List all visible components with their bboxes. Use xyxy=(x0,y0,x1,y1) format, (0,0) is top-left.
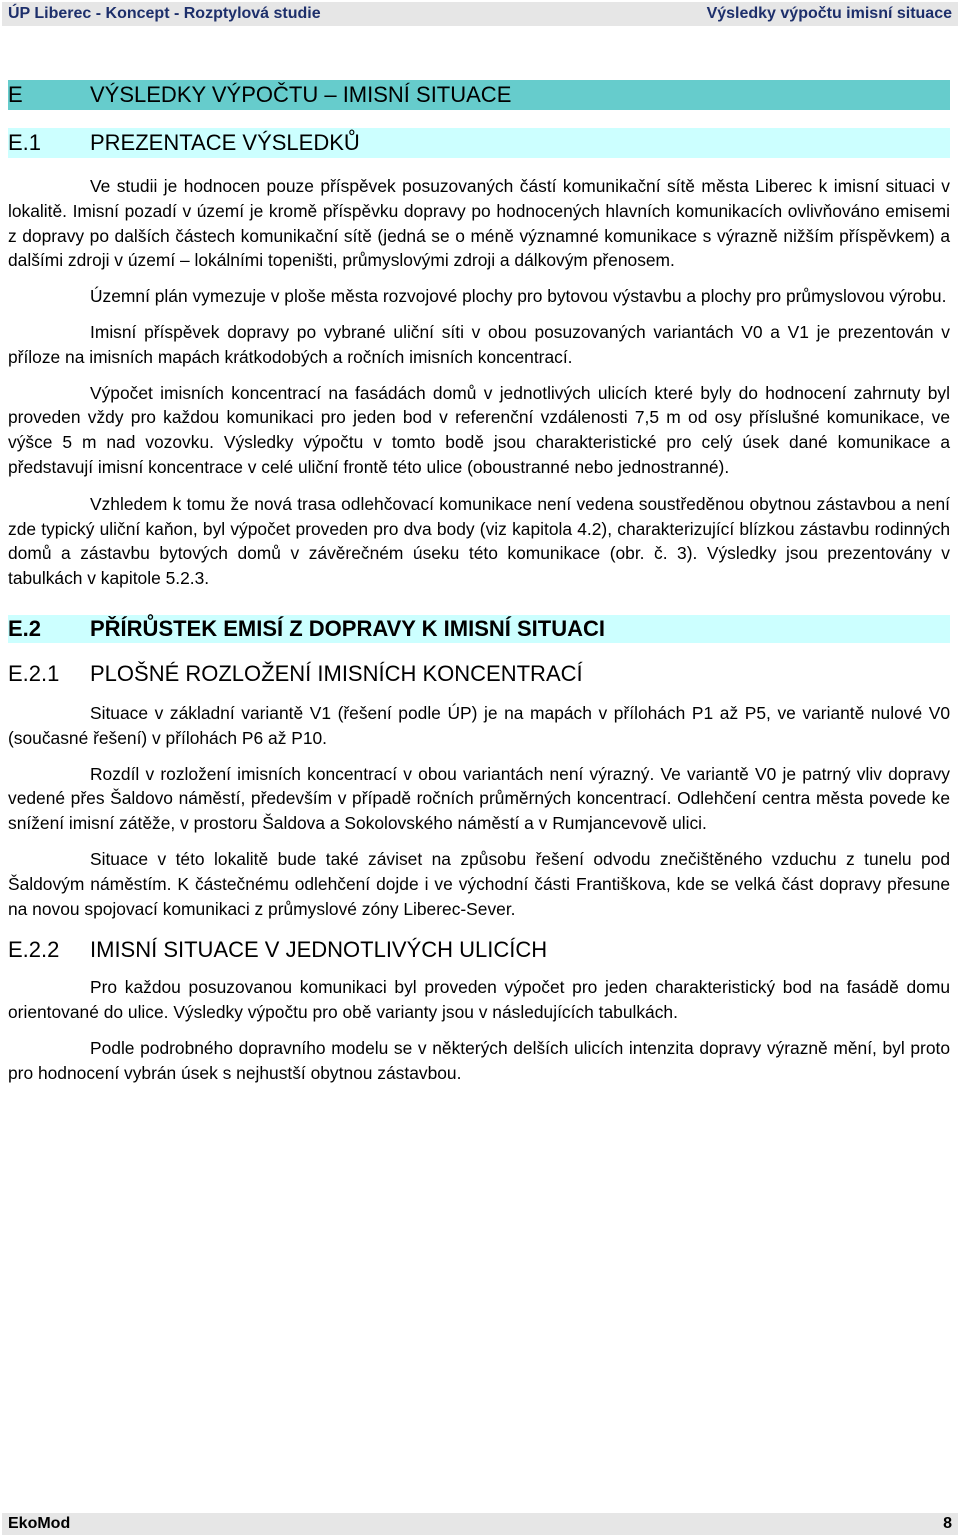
page-number: 8 xyxy=(943,1515,952,1532)
heading-e22 xyxy=(8,935,950,965)
heading-e1-title: PREZENTACE VÝSLEDKŮ xyxy=(90,130,360,155)
paragraph: Situace v základní variantě V1 (řešení podle ÚP) je na mapách v přílohách P1 až P5, ve variantě nulové V0 (současné řešení) v přílohách P6 až P10. xyxy=(8,702,950,748)
paragraph: Imisní příspěvek dopravy po vybrané uliční síti v obou posuzovaných variantách V0 a V1 je prezentován v příloze na imisních mapách krátkodobých a ročních imisních koncentrací. xyxy=(8,321,950,367)
document-body xyxy=(8,80,950,1086)
heading-e2 xyxy=(8,615,950,643)
footer-company: EkoMod xyxy=(8,1515,71,1532)
paragraph: Situace v této lokalitě bude také záviset na způsobu řešení odvodu znečištěného vzduchu z tunelu pod Šaldovým náměstím. K částečnému odlehčení dojde i ve východní části Františkova, kde se velká část dopravy přesune na novou spojovací komunikaci z průmyslové zóny Liberec-Sever. xyxy=(8,848,950,919)
heading-e-title: VÝSLEDKY VÝPOČTU – IMISNÍ SITUACE xyxy=(90,82,512,107)
paragraph: Územní plán vymezuje v ploše města rozvojové plochy pro bytovou výstavbu a plochy pro průmyslovou výrobu. xyxy=(90,286,947,307)
page-footer xyxy=(2,1513,958,1535)
paragraph: Vzhledem k tomu že nová trasa odlehčovací komunikace není vedena soustředěnou obytnou zástavbou a není zde typický uliční kaňon, byl výpočet proveden pro dva body (viz kapitola 4.2), charakterizující blízkou zástavbu rodinných domů a zástavbu bytových domů v závěrečném úseku této komunikace (obr. č. 3). Výsledky jsou prezentovány v tabulkách v kapitole 5.2.3. xyxy=(8,493,950,589)
heading-e21-title: PLOŠNÉ ROZLOŽENÍ IMISNÍCH KONCENTRACÍ xyxy=(90,660,583,686)
heading-e22-number: E.2.2 xyxy=(8,937,60,963)
paragraph: Rozdíl v rozložení imisních koncentrací v obou variantách není výrazný. Ve variantě V0 je patrný vliv dopravy vedené přes Šaldovo náměstí, především v případě ročních průměrných koncentrací. Odlehčení centra města povede ke snížení imisní zátěže, v prostoru Šaldova a Sokolovského náměstí a v Rumjancevově ulici. xyxy=(8,763,950,834)
heading-e22-title: IMISNÍ SITUACE V JEDNOTLIVÝCH ULICÍCH xyxy=(90,937,548,963)
page-header xyxy=(2,2,958,26)
paragraph: Pro každou posuzovanou komunikaci byl proveden výpočet pro jeden charakteristický bod na fasádě domu orientované do ulice. Výsledky výpočtu pro obě varianty jsou v následujících tabulkách. xyxy=(8,977,950,1023)
header-document-title: ÚP Liberec - Koncept - Rozptylová studie xyxy=(8,5,321,22)
heading-e21 xyxy=(8,659,950,689)
heading-e1-number: E.1 xyxy=(8,130,42,155)
paragraph: Podle podrobného dopravního modelu se v některých delších ulicích intenzita dopravy výrazně mění, byl proto pro hodnocení vybrán úsek s nejhustší obytnou zástavbou. xyxy=(8,1037,950,1083)
heading-e1 xyxy=(8,128,950,158)
paragraph: Ve studii je hodnocen pouze příspěvek posuzovaných částí komunikační sítě města Liberec k imisní situaci v lokalitě. Imisní pozadí v území je kromě příspěvku dopravy po hodnocených hlavních komunikacích ovlivňováno emisemi z dopravy po dalších částech komunikační sítě (jedná se o méně významné komunikace s výrazně nižším příspěvkem) a dalšími zdroji v území – lokálními topeništi, průmyslovými zdroji a dálkovým přenosem. xyxy=(8,176,950,271)
paragraph: Výpočet imisních koncentrací na fasádách domů v jednotlivých ulicích které byly do hodnocení zahrnuty byl proveden vždy pro každou komunikaci pro jeden bod v referenční vzdálenosti 7,5 m od osy příslušné komunikace, ve výšce 5 m nad vozovku. Výsledky výpočtu v tomto bodě jsou charakteristické pro celý úsek dané komunikace a představují imisní koncentrace v celé uliční frontě této ulice (oboustranné nebo jednostranné). xyxy=(8,382,950,477)
heading-e xyxy=(8,80,950,110)
heading-e2-number: E.2 xyxy=(8,615,42,641)
heading-e21-number: E.2.1 xyxy=(8,660,60,686)
heading-e2-title: PŘÍRŮSTEK EMISÍ Z DOPRAVY K IMISNÍ SITUACI xyxy=(90,615,606,641)
heading-e-number: E xyxy=(8,82,23,107)
header-chapter-title: Výsledky výpočtu imisní situace xyxy=(706,5,952,22)
